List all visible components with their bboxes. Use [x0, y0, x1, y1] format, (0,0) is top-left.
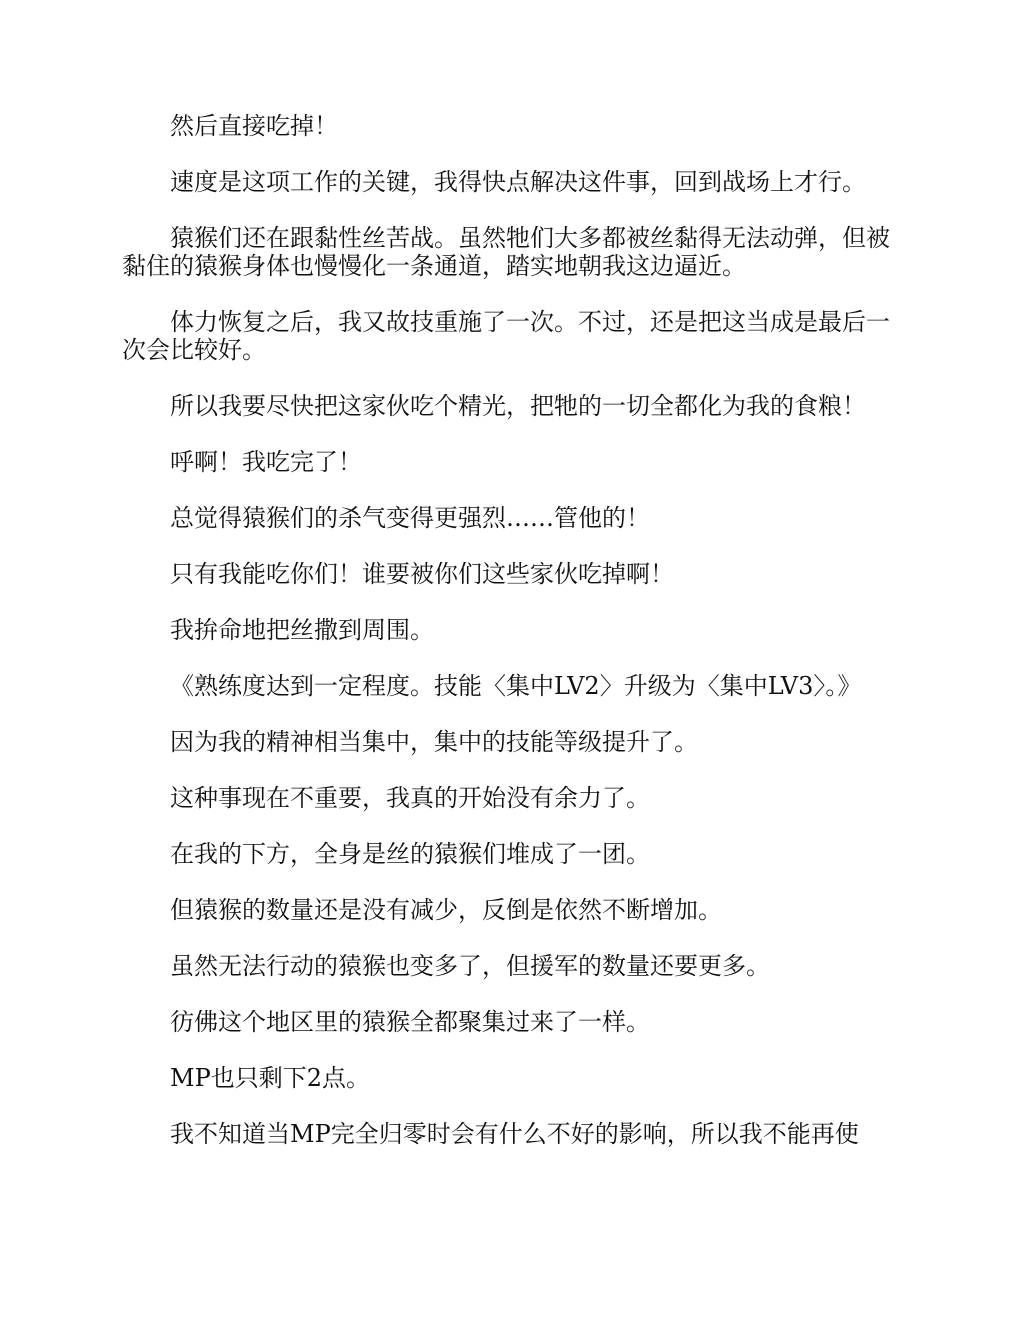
- paragraph-4: 体力恢复之后，我又故技重施了一次。不过，还是把这当成是最后一次会比较好。: [122, 308, 890, 364]
- paragraph-10: 《熟练度达到一定程度。技能〈集中LV2〉升级为〈集中LV3〉。》: [170, 672, 862, 700]
- paragraph-5: 所以我要尽快把这家伙吃个精光，把牠的一切全都化为我的食粮！: [170, 392, 866, 420]
- paragraph-16: 彷佛这个地区里的猿猴全都聚集过来了一样。: [170, 1008, 650, 1036]
- paragraph-17: MP也只剩下2点。: [170, 1064, 370, 1092]
- paragraph-13: 在我的下方，全身是丝的猿猴们堆成了一团。: [170, 840, 650, 868]
- paragraph-9: 我拚命地把丝撒到周围。: [170, 616, 434, 644]
- paragraph-7: 总觉得猿猴们的杀气变得更强烈……管他的！: [170, 504, 650, 532]
- paragraph-1: 然后直接吃掉！: [170, 112, 338, 140]
- paragraph-2: 速度是这项工作的关键，我得快点解决这件事，回到战场上才行。: [170, 168, 866, 196]
- paragraph-18: 我不知道当MP完全归零时会有什么不好的影响，所以我不能再使: [170, 1120, 859, 1148]
- paragraph-15: 虽然无法行动的猿猴也变多了，但援军的数量还要更多。: [170, 952, 770, 980]
- document-body: [122, 112, 898, 1176]
- paragraph-6: 呼啊！我吃完了！: [170, 448, 362, 476]
- paragraph-12: 这种事现在不重要，我真的开始没有余力了。: [170, 784, 650, 812]
- paragraph-11: 因为我的精神相当集中，集中的技能等级提升了。: [170, 728, 698, 756]
- paragraph-14: 但猿猴的数量还是没有减少，反倒是依然不断增加。: [170, 896, 722, 924]
- paragraph-8: 只有我能吃你们！谁要被你们这些家伙吃掉啊！: [170, 560, 674, 588]
- paragraph-3: 猿猴们还在跟黏性丝苦战。虽然牠们大多都被丝黏得无法动弹，但被黏住的猿猴身体也慢慢化一条通道，踏实地朝我这边逼近。: [122, 224, 890, 280]
